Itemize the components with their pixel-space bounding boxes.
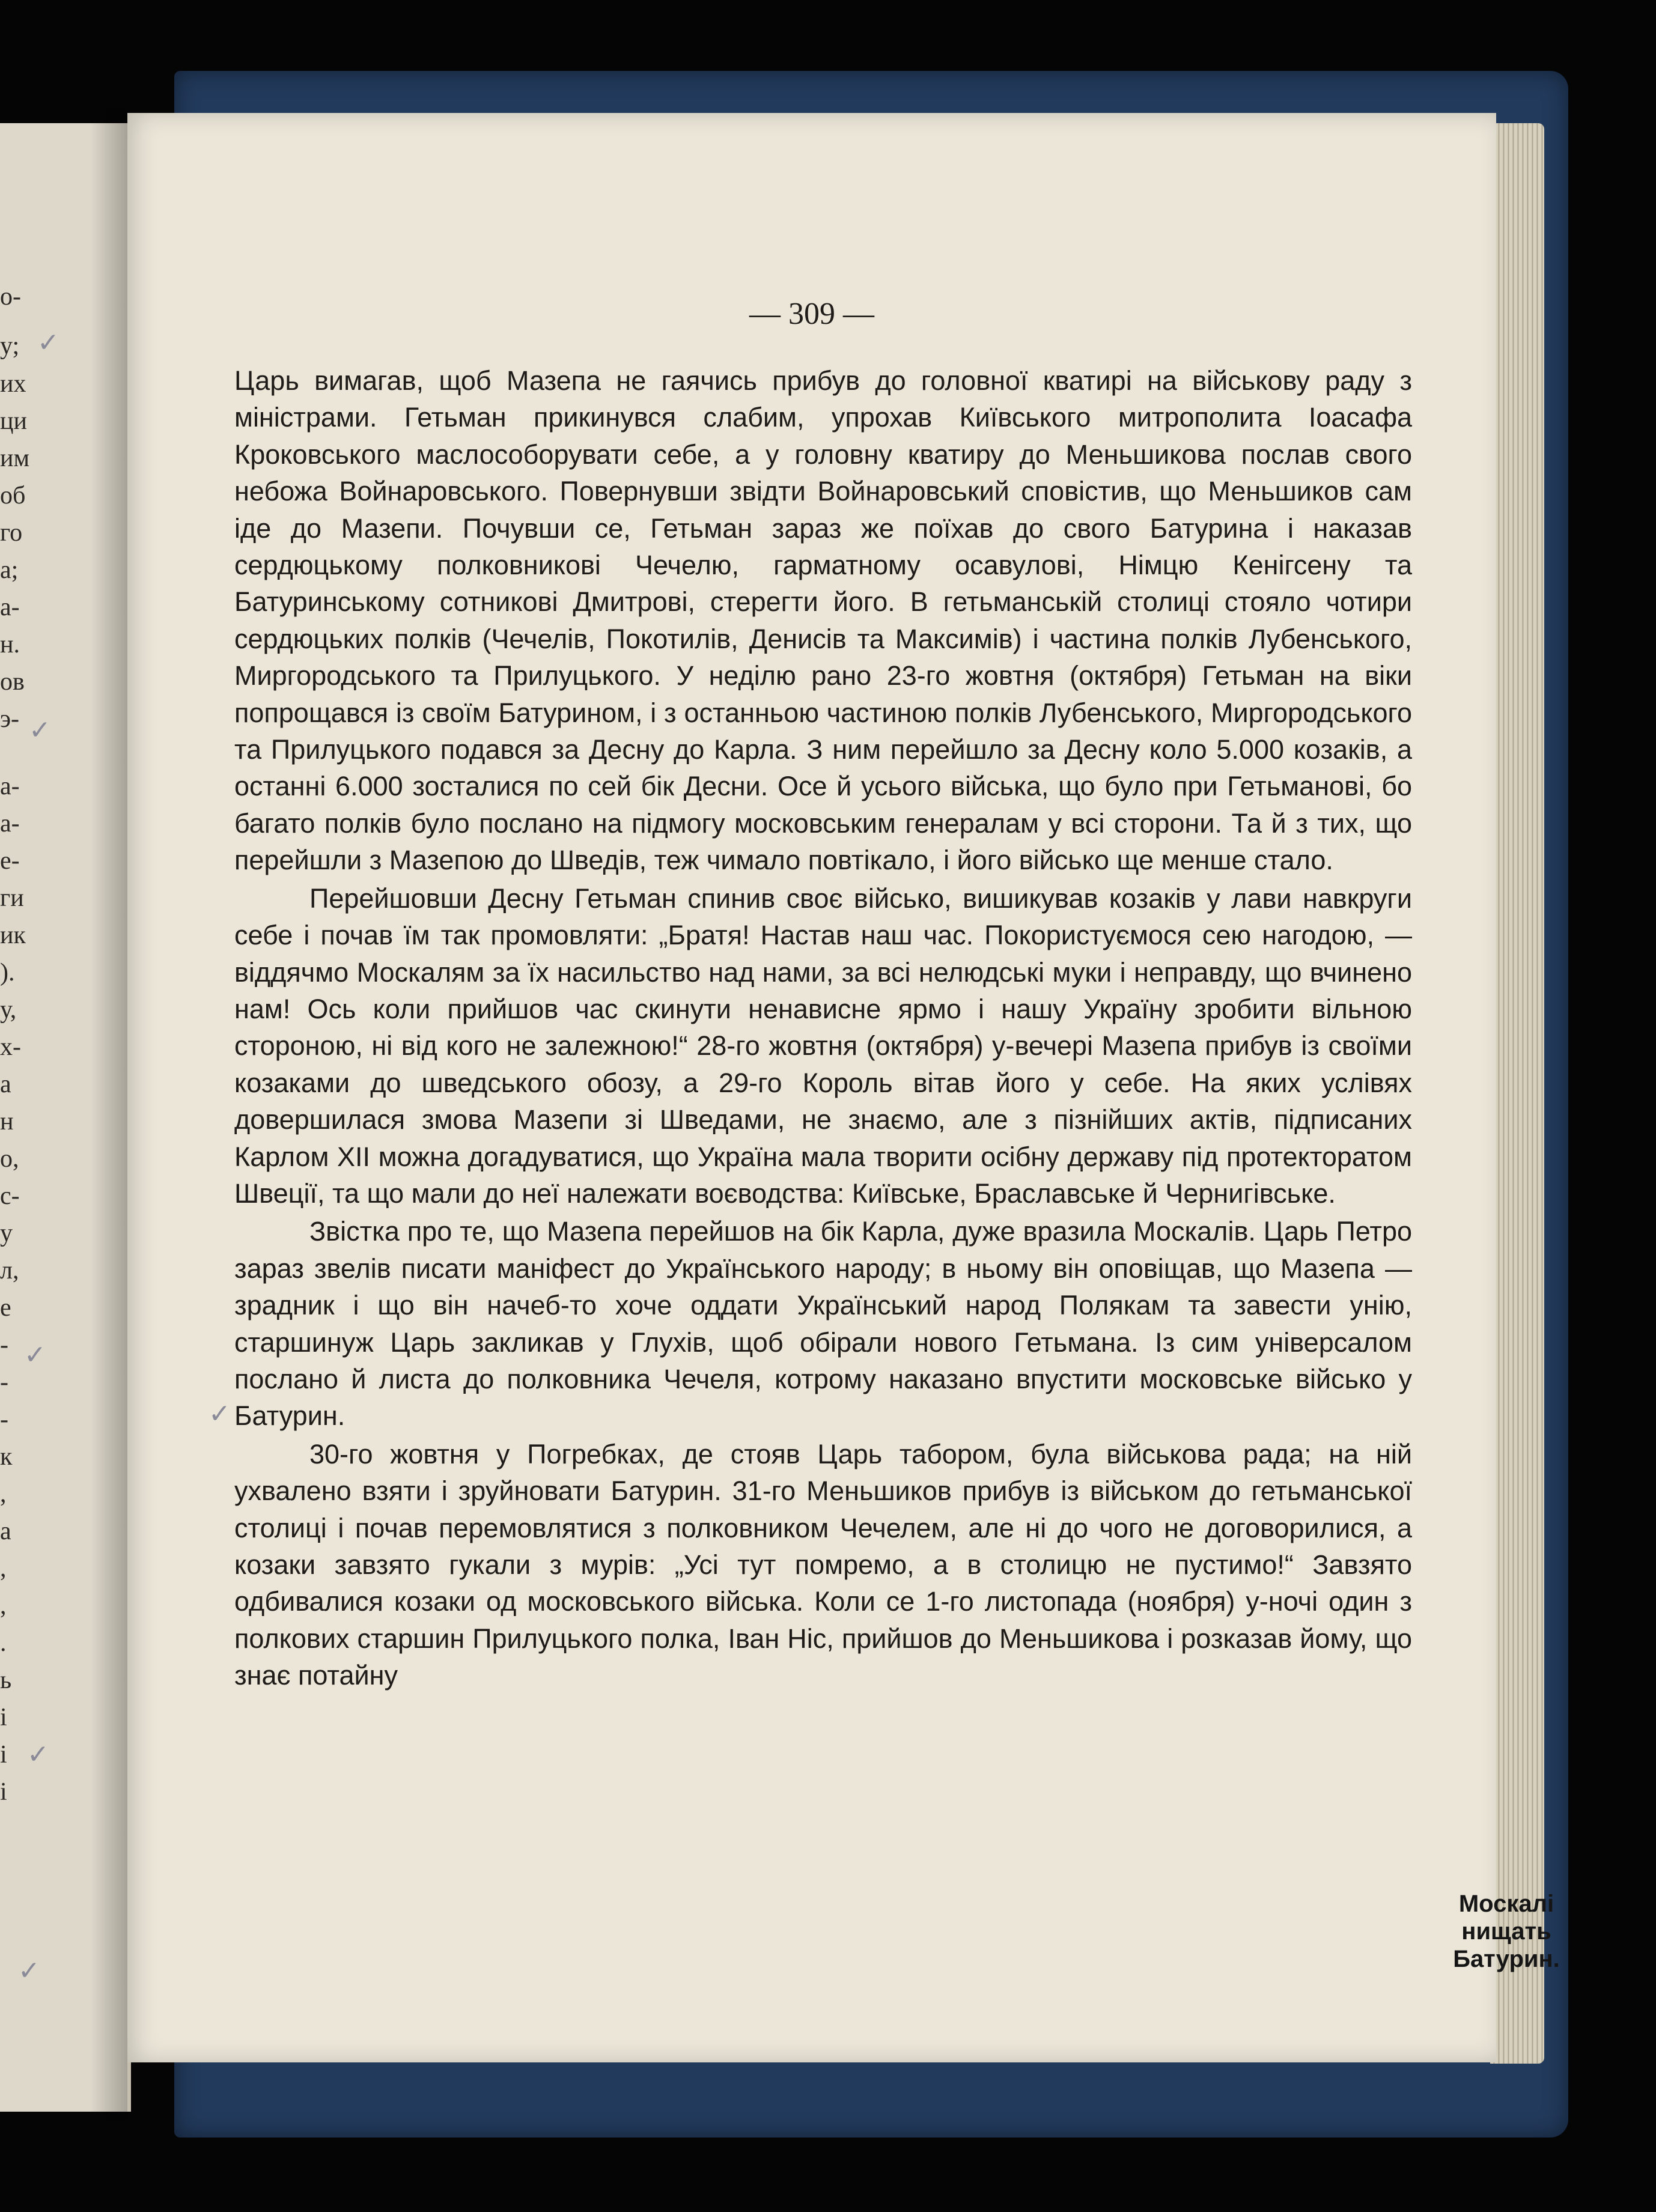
pencil-check-mark-icon: ✓ — [18, 1955, 40, 1986]
left-page-fragment: го — [0, 519, 23, 547]
paragraph: Звістка про те, що Мазепа перейшов на бік Карла, дуже вразила Москалів. Царь Петро зараз звелів писати маніфест до Українського народу; в ньому він оповіщав, що Мазепа — зрадник і що він начеб-то хоче оддати Український народ Полякам та завести унію, старшинуж Царь закликав у Глухів, щоб обірали нового Гетьмана. Із сим універсалом послано й листа до полковника Чечеля, котрому наказано впустити московське військо у Батурин. — [234, 1216, 1412, 1432]
main-text — [234, 362, 1412, 1694]
left-page-fragment: , — [0, 1555, 7, 1582]
left-page-fragment: у — [0, 1220, 13, 1247]
left-page-fragment: е — [0, 1294, 11, 1322]
left-page-fragment: а — [0, 1518, 11, 1545]
margin-note — [1437, 1890, 1575, 1973]
paragraph: Перейшовши Десну Гетьман спинив своє військо, вишикував козаків у лави навкруги себе і почав їм так промовляти: „Братя! Настав наш час. Покористуємося сею нагодою, — віддячмо Москалям за їх насильство над нами, за всі нелюдські муки і неправду, що вчинено нам! Ось коли прийшов час скинути ненависне ярмо і нашу Україну зробити вільною стороною, ні від кого не залежною!“ 28-го жовтня (октября) у-вечері Мазепа прибув із своїми козаками до шведського обозу, а 29-го Король вітав його у себе. На яких услівях довершилася змова Мазепи зі Шведами, не знаємо, але з пізнійших актів, підписаних Карлом XII можна догадуватися, що Україна мала творити осібну державу під протекторатом Швеції, та що мали до неї належати воєводства: Київське, Браславське й Чернигівське. — [234, 883, 1412, 1209]
left-page-fragment: а- — [0, 773, 20, 800]
left-page-fragment: і — [0, 1704, 7, 1731]
margin-note-line: нищать — [1461, 1918, 1551, 1945]
left-page-fragment: ци — [0, 407, 27, 435]
left-page-fragment: , — [0, 1592, 7, 1620]
left-page-fragment: . — [0, 1629, 7, 1657]
left-page-fragment: , — [0, 1480, 7, 1508]
left-page-fragment: к — [0, 1443, 13, 1471]
left-page-fragment: а- — [0, 594, 20, 621]
left-page-fragment: а- — [0, 810, 20, 837]
paragraph: 30-го жовтня у Погребках, де стояв Царь табором, була військова рада; на ній ухвалено взяти і зруйновати Батурин. 31-го Меньшиков прибув із військом до гетьманської столиці і почав перемовлятися з полковником Чечелем, але ні до чого не договорилися, а козаки завзято гукали з мурів: „Усі тут помремо, а в столицю не пустимо!“ Завзято одбивалися козаки од московського війська. Коли се 1-го листопада (ноября) у-ночі один з полкових старшин Прилуцького полка, Іван Ніс, прийшов до Меньшикова і розказав йому, що знає потайну — [234, 1438, 1412, 1691]
margin-note-line: Москалі — [1458, 1891, 1554, 1917]
left-page-fragment: л, — [0, 1257, 19, 1284]
left-page-fragment: х- — [0, 1033, 21, 1061]
paragraph: Царь вимагав, щоб Мазепа не гаячись прибув до головної кватирі на військову раду з міністрами. Гетьман прикинувся слабим, упрохав Київського митрополита Іоасафа Кроковського маслособорувати себе, а у головну кватиру до Меньшикова послав свого небожа Войнаровського. Повернувши звідти Войнаровський сповістив, що Меньшиков сам іде до Мазепи. Почувши се, Гетьман зараз же поїхав до свого Батурина і наказав сердюцькому полковникові Чечелю, гарматному осавулові, Німцю Кенігсену та Батуринському сотникові Дмитрові, стерегти його. В гетьманській столиці стояло чотири сердюцьких полків (Чечелів, Покотилів, Денисів та Максимів) і частина полків Лубенського, Миргородського та Прилуцького. У неділю рано 23-го жовтня (октября) Гетьман на віки попрощався із своїм Батурином, і з останньою частиною полків Лубенського, Миргородського та Прилуцького подався за Десну до Карла. З ним перейшло за Десну коло 5.000 козаків, а останні 6.000 зосталися по сей бік Десни. Осе й усього війська, що було при Гетьманові, бо багато полків було послано на підмогу московським генералам у всі сторони. Та й з тих, що перейшли з Мазепою до Шведів, теж чимало повтікало, і його військо ще менше стало. — [234, 365, 1412, 876]
left-page-fragment: ги — [0, 884, 24, 912]
left-page-fragment: о, — [0, 1145, 19, 1173]
left-page-fragment: - — [0, 1331, 8, 1359]
left-page-fragment: а — [0, 1071, 11, 1098]
gutter-shadow — [90, 108, 127, 2121]
left-page-fragment: у, — [0, 996, 17, 1024]
page-number: — 309 — — [749, 297, 874, 331]
left-page-fragment: с- — [0, 1182, 20, 1210]
left-page-fragment: і — [0, 1778, 7, 1806]
left-page-fragment: а; — [0, 556, 19, 584]
pencil-check-mark-icon: ✓ — [24, 1340, 46, 1370]
left-page-fragment: і — [0, 1741, 7, 1769]
left-page-fragment: у; — [0, 332, 20, 360]
left-page-fragment: ь — [0, 1667, 12, 1694]
pencil-check-mark-icon: ✓ — [27, 1739, 49, 1770]
left-page-fragment: им — [0, 445, 30, 472]
left-page-fragment: об — [0, 482, 26, 509]
pencil-check-mark-icon: ✓ — [37, 327, 59, 358]
left-page-fragment: ик — [0, 922, 26, 949]
left-page-fragment: о- — [0, 283, 21, 311]
left-page-fragment: э- — [0, 705, 20, 733]
pencil-check-mark-icon: ✓ — [209, 1399, 231, 1429]
left-page-fragment: ). — [0, 959, 15, 986]
margin-note-line: Батурин. — [1453, 1946, 1560, 1972]
left-page-fragment: - — [0, 1369, 8, 1396]
left-page-fragment: н — [0, 1108, 14, 1135]
left-page-fragment: е- — [0, 847, 20, 875]
left-page-fragment: ов — [0, 668, 25, 696]
left-page-fragment: н. — [0, 631, 20, 658]
page-edges — [1490, 123, 1544, 2064]
right-page — [127, 113, 1560, 2062]
pencil-check-mark-icon: ✓ — [29, 715, 51, 746]
left-page-fragment: - — [0, 1406, 8, 1433]
left-page-fragment: их — [0, 370, 26, 398]
